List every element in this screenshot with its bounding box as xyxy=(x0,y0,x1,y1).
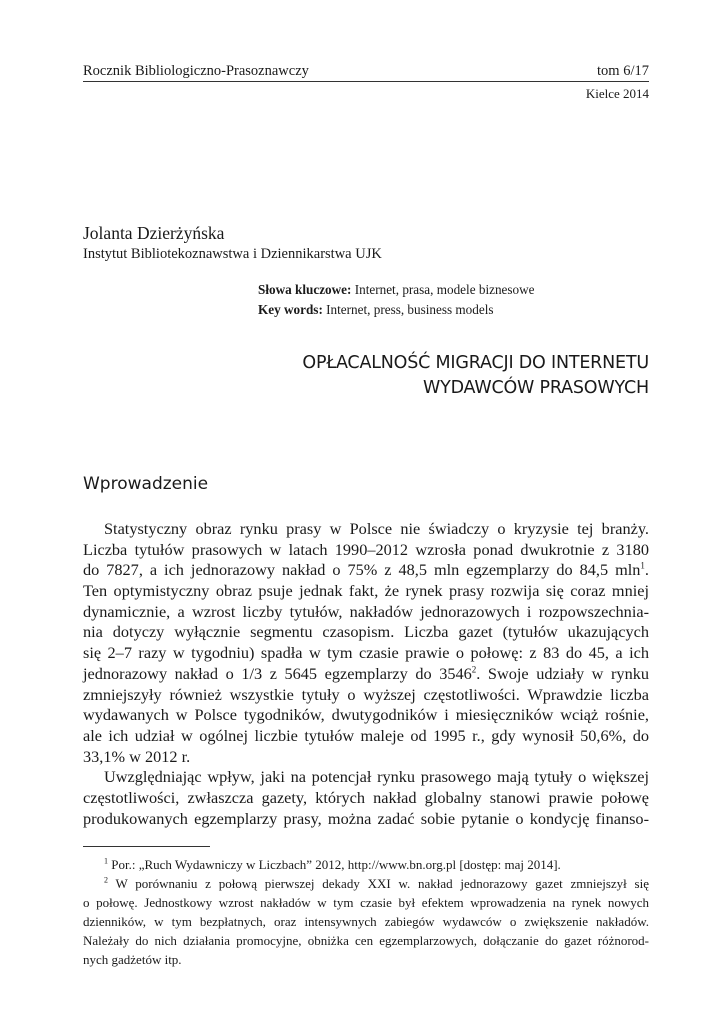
volume-number: tom 6/17 xyxy=(597,63,649,79)
body-line: się 2–7 razy w tygodniu) spadła w tym czasie prawie o połowę: z 83 do 45, a ich xyxy=(83,643,649,663)
footnote-ref-1[interactable]: 1 xyxy=(640,560,645,571)
body-line-text: . xyxy=(644,560,649,580)
keywords-english-label: Key words: xyxy=(258,302,323,317)
footnote-2-mark: 2 xyxy=(104,875,108,885)
footnote-1-mark: 1 xyxy=(104,856,108,866)
body-line xyxy=(83,664,649,685)
keywords-polish-label: Słowa kluczowe: xyxy=(258,282,352,297)
author-name: Jolanta Dzierżyńska xyxy=(83,223,225,243)
footnote-2-text: W porównaniu z połową pierwszej dekady XXI w. nakład jednorazowy gazet zmniejszył się xyxy=(108,876,649,891)
footnote-line: nych gadżetów itp. xyxy=(83,952,182,967)
footnote-ref-2[interactable]: 2 xyxy=(471,664,477,675)
body-line: wydawanych w Polsce tygodników, dwutygodników i miesięczników wciąż rośnie, xyxy=(83,705,649,725)
keywords-english xyxy=(258,302,494,318)
keywords-polish xyxy=(258,282,535,298)
body-line-text: jednorazowy nakład o 1/3 z 5645 egzemplarzy do 3546 xyxy=(83,663,472,683)
footnotes xyxy=(83,855,649,969)
body-line-text: . Swoje udziały w rynku xyxy=(476,663,649,683)
keywords-polish-value: Internet, prasa, modele biznesowe xyxy=(351,282,535,297)
body-line: dynamicznie, a wzrost liczby tytułów, nakładów jednorazowych i rozpowszechnia- xyxy=(83,601,649,621)
header-divider xyxy=(83,81,649,82)
article-title-line-1: OPŁACALNOŚĆ MIGRACJI DO INTERNETU xyxy=(302,353,649,373)
body-line: Statystyczny obraz rynku prasy w Polsce nie świadczy o kryzysie tej branży. xyxy=(104,519,649,538)
body-line: produkowanych egzemplarzy prasy, można zadać sobie pytanie o kondycję finanso- xyxy=(83,808,649,828)
body-text xyxy=(83,519,649,829)
footnote-line: Należały do nich działania promocyjne, obniżka cen egzemplarzowych, dołączanie do gazet różnorod- xyxy=(83,933,649,948)
body-line: zmniejszyły również wszystkie tytuły o wyższej częstotliwości. Wprawdzie liczba xyxy=(83,684,649,704)
footnote-1 xyxy=(83,855,649,874)
body-line: Ten optymistyczny obraz psuje jednak fakt, że rynek prasy rozwija się coraz mniej xyxy=(83,581,649,601)
footnote-line: dzienników, w tym bezpłatnych, oraz intensywnych zabiegów wydawców o zwiększenie nakładów. xyxy=(83,914,649,929)
journal-title: Rocznik Bibliologiczno-Prasoznawczy xyxy=(83,63,309,79)
body-line: Uwzględniając wpływ, jaki na potencjał rynku prasowego mają tytuły o większej xyxy=(104,767,649,787)
footnote-1-text: Por.: „Ruch Wydawniczy w Liczbach” 2012, http://www.bn.org.pl [dostęp: maj 2014]. xyxy=(108,857,561,872)
place-year: Kielce 2014 xyxy=(585,86,649,101)
author-affiliation: Instytut Bibliotekoznawstwa i Dziennikarstwa UJK xyxy=(83,246,382,262)
section-heading: Wprowadzenie xyxy=(83,474,209,494)
body-line: częstotliwości, zwłaszcza gazety, których nakład globalny stanowi prawie połowę xyxy=(83,787,649,807)
article-title-line-2: WYDAWCÓW PRASOWYCH xyxy=(422,378,649,398)
body-line: ale ich udział w ogólnej liczbie tytułów maleje od 1995 r., gdy wynosił 50,6%, do xyxy=(83,725,649,745)
footnote-2 xyxy=(83,874,649,893)
body-line: 33,1% w 2012 r. xyxy=(83,746,191,766)
footnote-divider xyxy=(83,846,210,847)
body-line-text: do 7827, a ich jednorazowy nakład o 75% z 48,5 mln egzemplarzy do 84,5 mln xyxy=(83,560,641,580)
footnote-line: o połowę. Jednostkowy wzrost nakładów w tym czasie był efektem wprowadzenia na rynek nowych xyxy=(83,895,649,910)
keywords-english-value: Internet, press, business models xyxy=(322,302,494,317)
body-line: Liczba tytułów prasowych w latach 1990–2012 wzrosła ponad dwukrotnie z 3180 xyxy=(83,539,649,559)
body-line: nia dotyczy wyłącznie segmentu czasopism. Liczba gazet (tytułów ukazujących xyxy=(83,622,649,642)
body-line xyxy=(83,560,649,581)
